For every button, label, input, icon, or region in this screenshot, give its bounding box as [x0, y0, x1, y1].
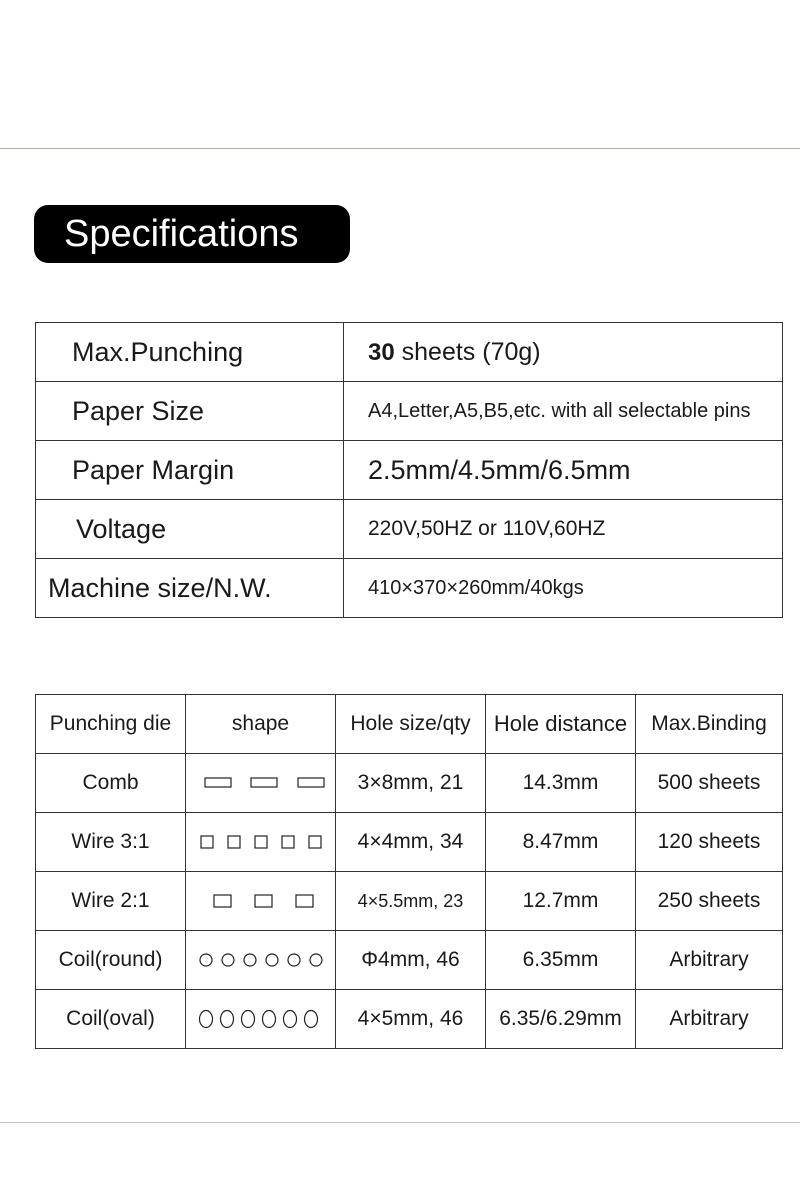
hole-distance: 8.47mm: [486, 813, 636, 872]
section-title: Specifications: [34, 205, 350, 263]
table-row: [36, 990, 783, 1049]
spec-label: Voltage: [36, 500, 344, 559]
shape-cell: [186, 990, 336, 1049]
die-name: Wire 3:1: [36, 813, 186, 872]
spec-label: Paper Margin: [36, 441, 344, 500]
spec-value: A4,Letter,A5,B5,etc. with all selectable pins: [344, 382, 783, 441]
specifications-table: [35, 322, 783, 618]
die-name: Wire 2:1: [36, 872, 186, 931]
hole-size: 4×5mm, 46: [336, 990, 486, 1049]
bottom-divider: [0, 1122, 800, 1123]
spec-label: Machine size/N.W.: [36, 559, 344, 618]
table-row: [36, 559, 783, 618]
max-binding: 250 sheets: [636, 872, 783, 931]
ovals-icon: [196, 1008, 326, 1030]
top-divider: [0, 148, 800, 149]
hole-distance: 6.35mm: [486, 931, 636, 990]
hole-size: 4×4mm, 34: [336, 813, 486, 872]
table-row: [36, 872, 783, 931]
max-binding: 500 sheets: [636, 754, 783, 813]
table-row: [36, 500, 783, 559]
hole-size: 4×5.5mm, 23: [336, 872, 486, 931]
spec-value-text: sheets (70g): [394, 337, 541, 366]
die-name: Coil(round): [36, 931, 186, 990]
table-row: [36, 754, 783, 813]
hole-size: Φ4mm, 46: [336, 931, 486, 990]
small-squares-icon: [196, 834, 326, 850]
column-header: Punching die: [36, 695, 186, 754]
punching-die-table: [35, 694, 783, 1049]
max-binding: Arbitrary: [636, 931, 783, 990]
hole-distance: 12.7mm: [486, 872, 636, 931]
shape-cell: [186, 931, 336, 990]
hole-distance: 14.3mm: [486, 754, 636, 813]
hole-size: 3×8mm, 21: [336, 754, 486, 813]
column-header: shape: [186, 695, 336, 754]
spec-value: 2.5mm/4.5mm/6.5mm: [344, 441, 783, 500]
column-header: Max.Binding: [636, 695, 783, 754]
table-row: [36, 382, 783, 441]
spec-value-bold: 30: [368, 338, 395, 366]
column-header: Hole distance: [486, 695, 636, 754]
table-row: [36, 323, 783, 382]
spec-value: [344, 323, 783, 382]
spec-label: Max.Punching: [36, 323, 344, 382]
shape-cell: [186, 754, 336, 813]
max-binding: Arbitrary: [636, 990, 783, 1049]
shape-cell: [186, 872, 336, 931]
die-name: Coil(oval): [36, 990, 186, 1049]
hole-distance: 6.35/6.29mm: [486, 990, 636, 1049]
table-row: [36, 441, 783, 500]
wide-rectangles-icon: [196, 775, 326, 791]
rectangles-icon: [196, 892, 326, 910]
spec-value: 220V,50HZ or 110V,60HZ: [344, 500, 783, 559]
spec-label: Paper Size: [36, 382, 344, 441]
circles-icon: [196, 951, 326, 969]
header-row: [36, 695, 783, 754]
max-binding: 120 sheets: [636, 813, 783, 872]
spec-value: 410×370×260mm/40kgs: [344, 559, 783, 618]
table-row: [36, 931, 783, 990]
column-header: Hole size/qty: [336, 695, 486, 754]
die-name: Comb: [36, 754, 186, 813]
shape-cell: [186, 813, 336, 872]
table-row: [36, 813, 783, 872]
